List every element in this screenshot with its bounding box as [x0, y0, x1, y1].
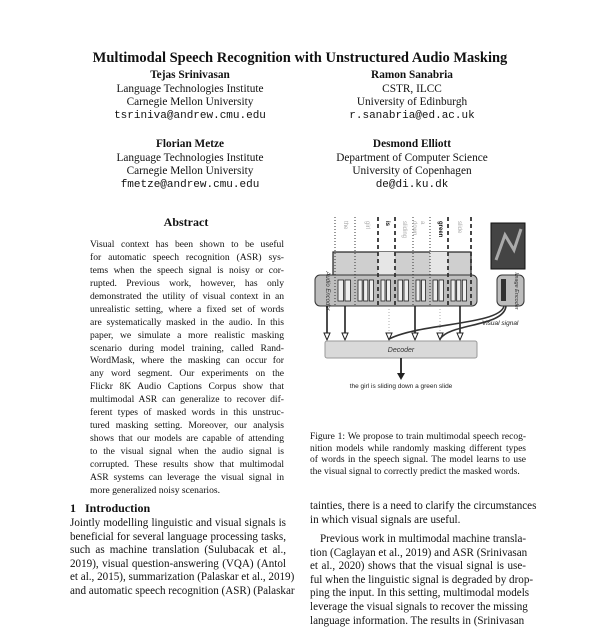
audio-encoder-label: Audio Encoder: [324, 271, 330, 311]
text-line: paper, we simulate a more realistic masking: [90, 329, 284, 341]
visual-signal-label: Visual signal: [482, 320, 519, 327]
text-line: ping the input. In this setting, multimodal models: [310, 587, 530, 600]
text-line: are systematically masked in the audio. In this: [90, 316, 284, 328]
text-line: tion (Caglayan et al., 2019) and ASR (Srinivasan: [310, 546, 528, 559]
text-line: Flickr 8K Audio Captions Corpus show that: [90, 381, 284, 393]
encoder-state: [404, 280, 409, 301]
word-label: girl: [364, 221, 370, 230]
intro-text: [70, 517, 295, 599]
text-line: tured masking setting. Moreover, our analysis: [90, 420, 284, 432]
author-block: [70, 138, 310, 192]
encoder-state: [439, 280, 444, 301]
text-line: shows that our models are capable of attending: [90, 433, 284, 445]
arrowhead: [457, 333, 463, 340]
text-line: any word segment. Our experiments on the: [90, 368, 284, 380]
word-label: down: [411, 221, 417, 236]
encoder-state: [457, 280, 461, 301]
encoder-state: [462, 280, 466, 301]
image-encoder-label: Image Encoder: [513, 272, 519, 310]
arrowhead: [412, 333, 418, 340]
text-line: nition models while randomly masking different types: [310, 443, 526, 454]
text-line: et al., 2020) shows that the visual signal is use-: [310, 560, 526, 573]
encoder-state: [451, 280, 455, 301]
encoder-state: [433, 280, 438, 301]
masked-segment: [430, 252, 448, 277]
section-heading: [70, 501, 150, 516]
encoder-state: [398, 280, 403, 301]
word-label: a: [419, 221, 425, 225]
text-line: language information. The results in (Srinivasan: [310, 614, 525, 627]
author-email[interactable]: de@di.ku.dk: [375, 178, 449, 191]
encoder-state: [369, 280, 373, 301]
word-label: slide: [456, 221, 462, 234]
image-feature: [501, 279, 506, 301]
output-arrowhead: [397, 373, 405, 380]
author-affiliation: Language Technologies Institute: [116, 82, 264, 95]
author-affiliation: Department of Computer Science: [336, 151, 488, 164]
abstract-text: [90, 239, 284, 498]
author-block: [292, 138, 532, 192]
text-line: multimodal ASR can generalize to recover dif-: [90, 394, 284, 406]
word-label: sliding: [401, 221, 407, 239]
encoder-state: [338, 280, 344, 301]
word-label: is: [384, 221, 390, 227]
author-affiliation: CSTR, ILCC: [382, 82, 442, 95]
author-block: [292, 69, 532, 123]
text-line: the visual signal to correctly predict the masked words.: [310, 466, 520, 477]
text-line: ASR systems can leverage the visual signal in: [90, 471, 284, 483]
author-email[interactable]: tsriniva@andrew.cmu.edu: [114, 109, 266, 122]
body-text: [310, 500, 537, 527]
encoder-state: [358, 280, 362, 301]
text-line: tems when the speech signal is noisy or cor-: [90, 264, 284, 276]
text-line: et al., 2015), summarization (Palaskar et al., 2019): [70, 571, 295, 584]
encoder-state: [422, 280, 426, 301]
text-line: for automatic speech recognition (ASR) sys-: [90, 251, 284, 263]
text-line: tainties, there is a need to clarify the circumstances: [310, 500, 537, 512]
encoder-state: [416, 280, 420, 301]
text-line: scenario during model training, called Rand-: [90, 342, 284, 354]
encoder-state: [364, 280, 368, 301]
decoder-label: Decoder: [387, 347, 415, 354]
section-title: Introduction: [85, 501, 151, 515]
arrowhead: [342, 333, 348, 340]
text-line: WordMask, where the masking can occur for: [90, 355, 284, 367]
author-name: Tejas Srinivasan: [150, 69, 230, 81]
word-label: green: [437, 221, 443, 238]
author-email[interactable]: fmetze@andrew.cmu.edu: [120, 178, 260, 191]
text-line: ferent types of masked words in this unstruc-: [90, 407, 284, 419]
encoder-state: [387, 280, 391, 301]
text-line: rupted. Previous work, however, has only: [90, 277, 284, 289]
text-line: corrupted. These results show that multimodal: [90, 458, 284, 470]
text-line: of words in the speech signal. The model learns to use: [310, 455, 526, 466]
author-block: [70, 69, 310, 123]
text-line: 2019), visual question-answering (VQA) (Antol: [70, 557, 286, 570]
text-line: Jointly modelling linguistic and visual signals is: [70, 517, 286, 529]
text-line: demonstrated the utility of visual context in an: [90, 290, 284, 302]
figure-caption: [310, 432, 526, 478]
paper-title: Multimodal Speech Recognition with Unstructured Audio Masking: [92, 50, 508, 66]
text-line: Visual context has been shown to be useful: [90, 239, 284, 250]
author-name: Florian Metze: [155, 138, 225, 150]
author-email[interactable]: r.sanabria@ed.ac.uk: [349, 109, 475, 122]
text-line: beneficial for several language processing tasks,: [70, 530, 286, 543]
encoder-state: [381, 280, 385, 301]
body-text: [310, 533, 534, 628]
text-line: in which visual signals are useful.: [310, 513, 461, 526]
encoder-state: [345, 280, 351, 301]
text-line: to the visual signal when the audio signal is: [90, 446, 284, 457]
text-line: Figure 1: We propose to train multimodal speech recog-: [310, 432, 526, 442]
text-line: unrealistic setting, where a fixed set of words: [90, 303, 284, 315]
text-line: and automatic speech recognition (ASR) (Palaskar: [70, 584, 295, 597]
spectrogram: [333, 252, 471, 277]
author-affiliation: Carnegie Mellon University: [126, 96, 254, 108]
figure-diagram: [300, 215, 540, 395]
text-line: leverage the visual signals to recover the missing: [310, 600, 528, 613]
author-affiliation: Carnegie Mellon University: [126, 165, 254, 177]
text-line: Previous work in multimodal machine transla-: [320, 533, 527, 545]
author-affiliation: University of Copenhagen: [352, 165, 472, 177]
author-name: Desmond Elliott: [372, 138, 452, 150]
author-name: Ramon Sanabria: [371, 69, 453, 81]
abstract-heading: Abstract: [163, 215, 209, 229]
text-line: such as machine translation (Sulubacak et al.,: [70, 544, 286, 557]
arrowhead: [324, 333, 330, 340]
author-affiliation: Language Technologies Institute: [116, 151, 264, 164]
output-sentence: the girl is sliding down a green slide: [349, 383, 453, 390]
section-number: 1: [70, 501, 76, 515]
word-label: the: [342, 221, 348, 230]
author-affiliation: University of Edinburgh: [356, 96, 468, 108]
masked-segment: [378, 252, 395, 277]
text-line: more generalized noisy scenarios.: [90, 484, 220, 496]
text-line: ful when the linguistic signal is degraded by drop-: [310, 573, 534, 586]
